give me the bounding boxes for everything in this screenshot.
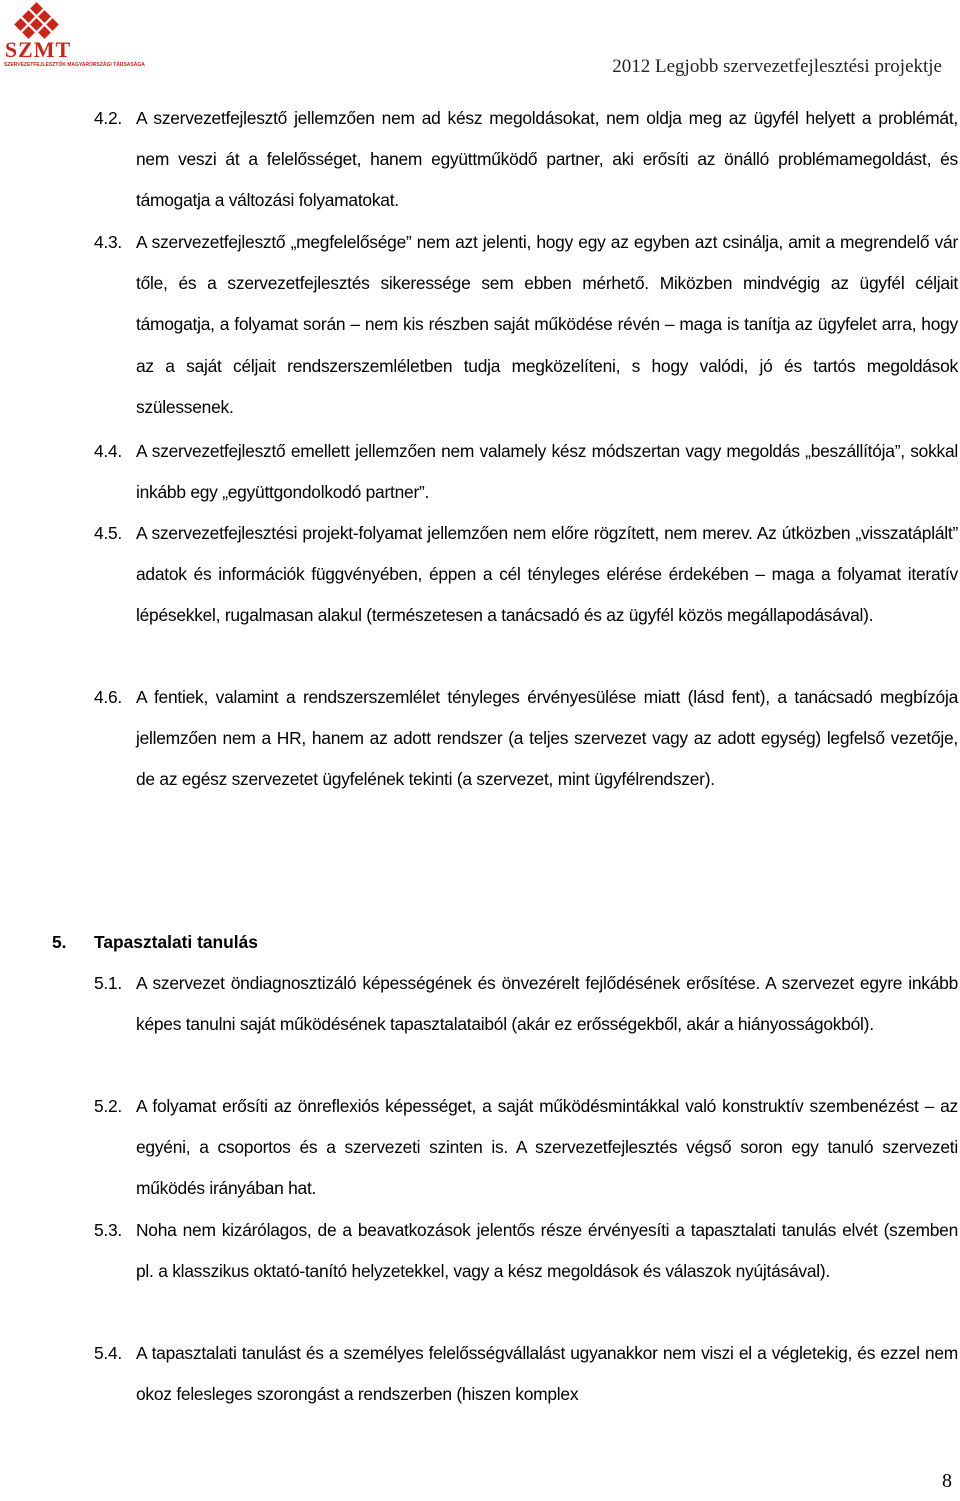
paragraph-text: A szervezetfejlesztő emellett jellemzően nem valamely kész módszertan vagy megoldás „beszállítója”, sokkal inkább egy „együttgondolkodó partner”. (136, 441, 958, 503)
paragraph-number: 5.1. (94, 973, 123, 993)
logo-emblem-icon (4, 2, 72, 42)
section-title: Tapasztalati tanulás (94, 932, 258, 952)
logo-subtext: SZERVEZETFEJLESZTŐK MAGYARORSZÁGI TÁRSASÁGA (4, 62, 145, 68)
page-number: 8 (942, 1470, 952, 1492)
paragraph-5-2 (94, 1086, 958, 1210)
paragraph-text: A szervezetfejlesztési projekt-folyamat jellemzően nem előre rögzített, nem merev. Az útközben „visszatáplált” adatok és információk függvényében, éppen a cél tényleges elérése érdekében – maga a folyamat iteratív lépésekkel, rugalmasan alakul (természetesen a tanácsadó és az ügyfél közös megállapodásával). (136, 523, 958, 626)
logo-text: SZMT (4, 37, 72, 62)
paragraph-text: A szervezetfejlesztő jellemzően nem ad kész megoldásokat, nem oldja meg az ügyfél helyett a problémát, nem veszi át a felelősséget, hanem együttműködő partner, aki erősíti az önálló problémamegoldást, és támogatja a változási folyamatokat. (136, 108, 958, 211)
paragraph-5-4 (94, 1333, 958, 1415)
paragraph-text: A szervezet öndiagnosztizáló képességének és önvezérelt fejlődésének erősítése. A szervezet egyre inkább képes tanulni saját működésének tapasztalataiból (akár ez erősségekből, akár a hiányosságokból). (136, 973, 958, 1035)
paragraph-4-6 (94, 677, 958, 801)
paragraph-number: 4.2. (94, 108, 123, 128)
paragraph-4-2 (94, 98, 958, 222)
paragraph-number: 4.5. (94, 523, 123, 543)
paragraph-4-4 (94, 431, 958, 513)
paragraph-number: 4.3. (94, 232, 123, 252)
szmt-logo (4, 2, 145, 80)
paragraph-text: A tapasztalati tanulást és a személyes felelősségvállalást ugyanakkor nem viszi el a végletekig, és ezzel nem okoz felesleges szorongást a rendszerben (hiszen komplex (136, 1343, 958, 1405)
section-number: 5. (52, 932, 67, 952)
paragraph-number: 5.4. (94, 1343, 123, 1363)
paragraph-text: A fentiek, valamint a rendszerszemlélet tényleges érvényesülése miatt (lásd fent), a tanácsadó megbízója jellemzően nem a HR, hanem az adott rendszer (a teljes szervezet vagy az adott egység) legfelső vezetője, de az egész szervezetet ügyfelének tekinti (a szervezet, mint ügyfélrendszer). (136, 687, 958, 790)
header-title: 2012 Legjobb szervezetfejlesztési projektje (612, 56, 942, 77)
paragraph-text: A folyamat erősíti az önreflexiós képességet, a saját működésmintákkal való konstruktív szembenézést – az egyéni, a csoportos és a szervezeti szinten is. A szervezetfejlesztés végső soron egy tanuló szervezeti működés irányában hat. (136, 1096, 958, 1199)
paragraph-text: Noha nem kizárólagos, de a beavatkozások jelentős része érvényesíti a tapasztalati tanulás elvét (szemben pl. a klasszikus oktató-tanító helyzetekkel, vagy a kész megoldások és válaszok nyújtásával). (136, 1220, 958, 1282)
paragraph-text: A szervezetfejlesztő „megfelelősége” nem azt jelenti, hogy egy az egyben azt csinálja, amit a megrendelő vár tőle, és a szervezetfejlesztés sikeressége sem ebben mérhető. Miközben mindvégig az ügyfél céljait támogatja, a folyamat során – nem kis részben saját működése révén – maga is tanítja az ügyfelet arra, hogy az a saját céljait rendszerszemléletben tudja megközelíteni, s hogy valódi, jó és tartós megoldások szülessenek. (136, 232, 958, 417)
paragraph-number: 4.6. (94, 687, 123, 707)
paragraph-4-5 (94, 513, 958, 637)
section-heading (52, 922, 258, 963)
paragraph-5-1 (94, 963, 958, 1045)
paragraph-number: 5.2. (94, 1096, 123, 1116)
paragraph-4-3 (94, 222, 958, 428)
paragraph-5-3 (94, 1210, 958, 1292)
paragraph-number: 4.4. (94, 441, 123, 461)
paragraph-number: 5.3. (94, 1220, 123, 1240)
